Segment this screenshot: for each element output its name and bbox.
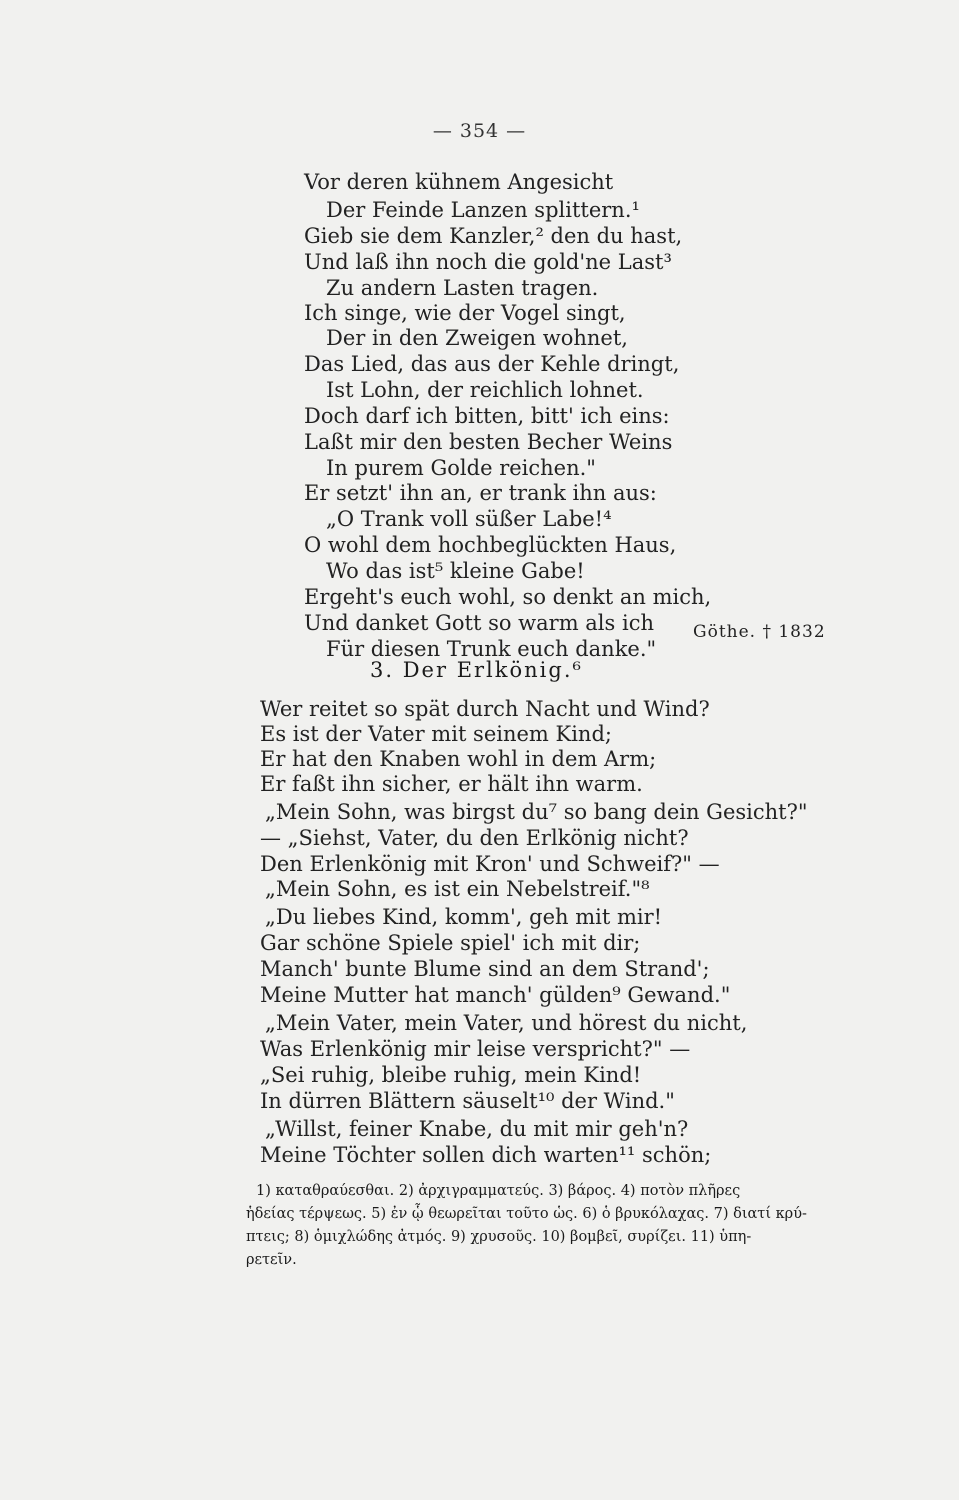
poem-line: Vor deren kühnem Angesicht bbox=[304, 170, 614, 194]
section-title: 3. Der Erlkönig.⁶ bbox=[370, 658, 583, 682]
poem-line: Meine Töchter sollen dich warten¹¹ schön; bbox=[260, 1143, 712, 1167]
footnote-line: ἡδείας τέρψεως. 5) ἐν ᾧ θεωρεῖται τοῦτο ὡς. 6) ὁ βρυκόλαχας. 7) διατί κρύ- bbox=[246, 1206, 807, 1222]
footnote-line: πτεις; 8) ὁμιχλώδης ἀτμός. 9) χρυσοῦς. 10) βομβεῖ, συρίζει. 11) ὑπη- bbox=[246, 1229, 752, 1245]
poem-line: Es ist der Vater mit seinem Kind; bbox=[260, 722, 612, 746]
poem-line: Ich singe, wie der Vogel singt, bbox=[304, 301, 626, 325]
poem-line: Für diesen Trunk euch danke." bbox=[326, 637, 657, 661]
poem-line: Ergeht's euch wohl, so denkt an mich, bbox=[304, 585, 712, 609]
poem-line: In dürren Blättern säuselt¹⁰ der Wind." bbox=[260, 1089, 675, 1113]
poem-line: „Mein Sohn, es ist ein Nebelstreif."⁸ bbox=[265, 877, 650, 901]
footnote-line: 1) καταθραύεσθαι. 2) ἀρχιγραμματεύς. 3) βάρος. 4) ποτὸν πλῆρες bbox=[256, 1183, 741, 1199]
poem-line: Er hat den Knaben wohl in dem Arm; bbox=[260, 747, 657, 771]
poem-line: Manch' bunte Blume sind an dem Strand'; bbox=[260, 957, 710, 981]
poem-line: „O Trank voll süßer Labe!⁴ bbox=[326, 507, 612, 531]
poem-line: Er setzt' ihn an, er trank ihn aus: bbox=[304, 481, 657, 505]
poem-line: — „Siehst, Vater, du den Erlkönig nicht? bbox=[260, 826, 689, 850]
poem-line: Der in den Zweigen wohnet, bbox=[326, 326, 628, 350]
poem-line: Gieb sie dem Kanzler,² den du hast, bbox=[304, 224, 683, 248]
poem-line: Wer reitet so spät durch Nacht und Wind? bbox=[260, 697, 710, 721]
poem-line: Er faßt ihn sicher, er hält ihn warm. bbox=[260, 772, 643, 796]
poem-line: Meine Mutter hat manch' gülden⁹ Gewand." bbox=[260, 983, 731, 1007]
poem-line: Und danket Gott so warm als ich bbox=[304, 611, 654, 635]
author-signature: Göthe. † 1832 bbox=[693, 622, 826, 642]
poem-line: O wohl dem hochbeglückten Haus, bbox=[304, 533, 677, 557]
poem-line: Das Lied, das aus der Kehle dringt, bbox=[304, 352, 680, 376]
page-number: — 354 — bbox=[432, 120, 527, 142]
poem-line: Gar schöne Spiele spiel' ich mit dir; bbox=[260, 931, 641, 955]
poem-line: „Mein Vater, mein Vater, und hörest du nicht, bbox=[265, 1011, 748, 1035]
poem-line: „Willst, feiner Knabe, du mit mir geh'n? bbox=[265, 1117, 689, 1141]
poem-line: „Mein Sohn, was birgst du⁷ so bang dein Gesicht?" bbox=[265, 800, 808, 824]
poem-line: Doch darf ich bitten, bitt' ich eins: bbox=[304, 404, 670, 428]
footnote-line: ρετεῖν. bbox=[246, 1252, 297, 1268]
poem-line: „Du liebes Kind, komm', geh mit mir! bbox=[265, 905, 663, 929]
poem-line: Zu andern Lasten tragen. bbox=[326, 276, 599, 300]
poem-line: Ist Lohn, der reichlich lohnet. bbox=[326, 378, 644, 402]
poem-line: Den Erlenkönig mit Kron' und Schweif?" — bbox=[260, 852, 720, 876]
poem-line: „Sei ruhig, bleibe ruhig, mein Kind! bbox=[260, 1063, 642, 1087]
poem-line: In purem Golde reichen." bbox=[326, 456, 596, 480]
poem-line: Und laß ihn noch die gold'ne Last³ bbox=[304, 250, 672, 274]
poem-line: Was Erlenkönig mir leise verspricht?" — bbox=[260, 1037, 691, 1061]
poem-line: Laßt mir den besten Becher Weins bbox=[304, 430, 673, 454]
poem-line: Wo das ist⁵ kleine Gabe! bbox=[326, 559, 585, 583]
poem-line: Der Feinde Lanzen splittern.¹ bbox=[326, 198, 640, 222]
